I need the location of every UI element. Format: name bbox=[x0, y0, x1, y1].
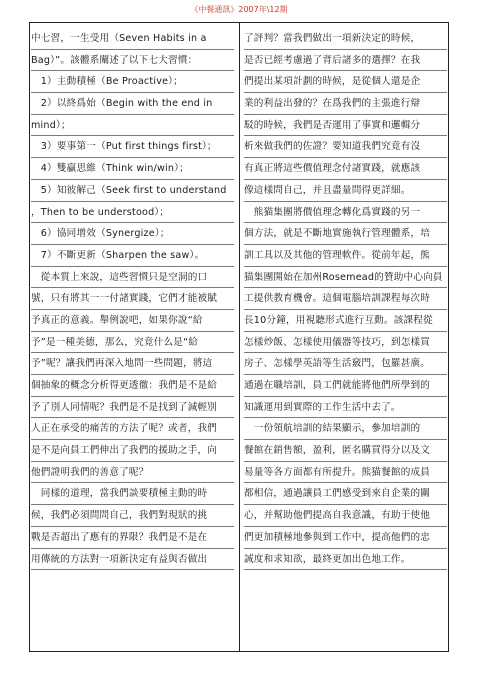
text-line: 從本質上來說，這些習慣只是空洞的口 bbox=[31, 267, 234, 289]
text-line: 予了別人同情呢？我們是不是找到了減輕別 bbox=[31, 397, 234, 419]
text-line: ，Then to be understood）； bbox=[31, 202, 234, 224]
text-line: 都相信，通過讓員工們感受到來自企業的關 bbox=[244, 483, 447, 505]
text-line: 工提供教育機會。這個電腦培訓課程每次時 bbox=[244, 288, 447, 310]
text-line: 予”呢？讓我們再深入地問一些問題，將這 bbox=[31, 353, 234, 375]
text-line: 個抽象的概念分析得更透徹：我們是不是給 bbox=[31, 375, 234, 397]
text-line: 們更加積極地參與到工作中，提高他們的忠 bbox=[244, 527, 447, 549]
text-line: 人正在承受的痛苦的方法了呢？或者，我們 bbox=[31, 418, 234, 440]
text-line: 像這樣問自己，并且盡量問得更詳細。 bbox=[244, 180, 447, 202]
text-line: 誠度和求知欲，最終更加出色地工作。 bbox=[244, 549, 447, 571]
page-header: 《中餐通訊》2007年\12期 bbox=[190, 5, 288, 14]
right-column bbox=[244, 28, 447, 570]
text-line: 心，并幫助他們提高自我意識，有助于使他 bbox=[244, 505, 447, 527]
text-line: 怎樣炒飯、怎樣使用儀器等技巧，到怎樣買 bbox=[244, 332, 447, 354]
text-line: 房子、怎樣學英語等生活竅門，包羅甚廣。 bbox=[244, 353, 447, 375]
text-line: 7）不斷更新（Sharpen the saw）。 bbox=[31, 245, 234, 267]
text-line: 號，只有將其一一付諸實踐，它們才能被賦 bbox=[31, 288, 234, 310]
text-line: 2）以終爲始（Begin with the end in bbox=[31, 93, 234, 115]
text-line: 一份領航培訓的結果顯示，參加培訓的 bbox=[244, 418, 447, 440]
text-line: 予”是一種美德，那么，究竟什么是“給 bbox=[31, 332, 234, 354]
text-line: Bag）”。該體系闡述了以下七大習慣： bbox=[31, 50, 234, 72]
text-line: 中七習，一生受用（Seven Habits in a bbox=[31, 28, 234, 50]
text-line: 通過在職培訓，員工們就能將他們所學到的 bbox=[244, 375, 447, 397]
text-line: 餐館在銷售額，盈利，匿名購買得分以及文 bbox=[244, 440, 447, 462]
text-line: 熊猫集團將價值理念轉化爲實踐的另一 bbox=[244, 202, 447, 224]
left-column bbox=[31, 28, 234, 570]
text-line: 有真正將這些價值理念付諸實踐，就應該 bbox=[244, 158, 447, 180]
text-line: 用傳統的方法對一項新決定有益與否做出 bbox=[31, 549, 234, 571]
text-line: 是不是向員工們伸出了我們的援助之手，向 bbox=[31, 440, 234, 462]
text-line: 訓工具以及其他的管理軟件。從前年起，熊 bbox=[244, 245, 447, 267]
text-line: 業的利益出發的？在爲我們的主張進行辯 bbox=[244, 93, 447, 115]
text-line: 是否已經考慮過了背后諸多的選擇？在我 bbox=[244, 50, 447, 72]
text-line: mind）； bbox=[31, 115, 234, 137]
text-line: 予真正的意義。舉例說吧，如果你說“給 bbox=[31, 310, 234, 332]
text-line: 知識運用到實際的工作生活中去了。 bbox=[244, 397, 447, 419]
text-line: 他們證明我們的善意了呢？ bbox=[31, 462, 234, 484]
text-line: 駁的時候，我們是否運用了事實和邏輯分 bbox=[244, 115, 447, 137]
text-line: 候，我們必須問問自己，我們對現狀的挑 bbox=[31, 505, 234, 527]
text-line: 4）雙贏思維（Think win/win）； bbox=[31, 158, 234, 180]
text-line: 5）知彼解己（Seek first to understand bbox=[31, 180, 234, 202]
text-line: 析來做我們的佐證？要知道我們究竟有沒 bbox=[244, 136, 447, 158]
text-line: 易量等各方面都有所提升。熊猫餐館的成員 bbox=[244, 462, 447, 484]
text-line: 們提出某項計劃的時候，是從個人還是企 bbox=[244, 71, 447, 93]
text-line: 戰是否超出了應有的界限？我們是不是在 bbox=[31, 527, 234, 549]
text-line: 長10分鐘，用視聽形式進行互動。該課程從 bbox=[244, 310, 447, 332]
text-line: 同樣的道理，當我們談要積極主動的時 bbox=[31, 483, 234, 505]
text-line: 3）要事第一（Put first things first）； bbox=[31, 136, 234, 158]
text-line: 猫集團開始在加州Rosemead的贊助中心向員 bbox=[244, 267, 447, 289]
column-divider bbox=[239, 22, 240, 652]
text-line: 1）主動積極（Be Proactive）； bbox=[31, 71, 234, 93]
text-line: 個方法，就是不斷地實施執行管理體系，培 bbox=[244, 223, 447, 245]
text-line: 6）協同增效（Synergize）； bbox=[31, 223, 234, 245]
text-line: 了評判？當我們做出一項新決定的時候， bbox=[244, 28, 447, 50]
